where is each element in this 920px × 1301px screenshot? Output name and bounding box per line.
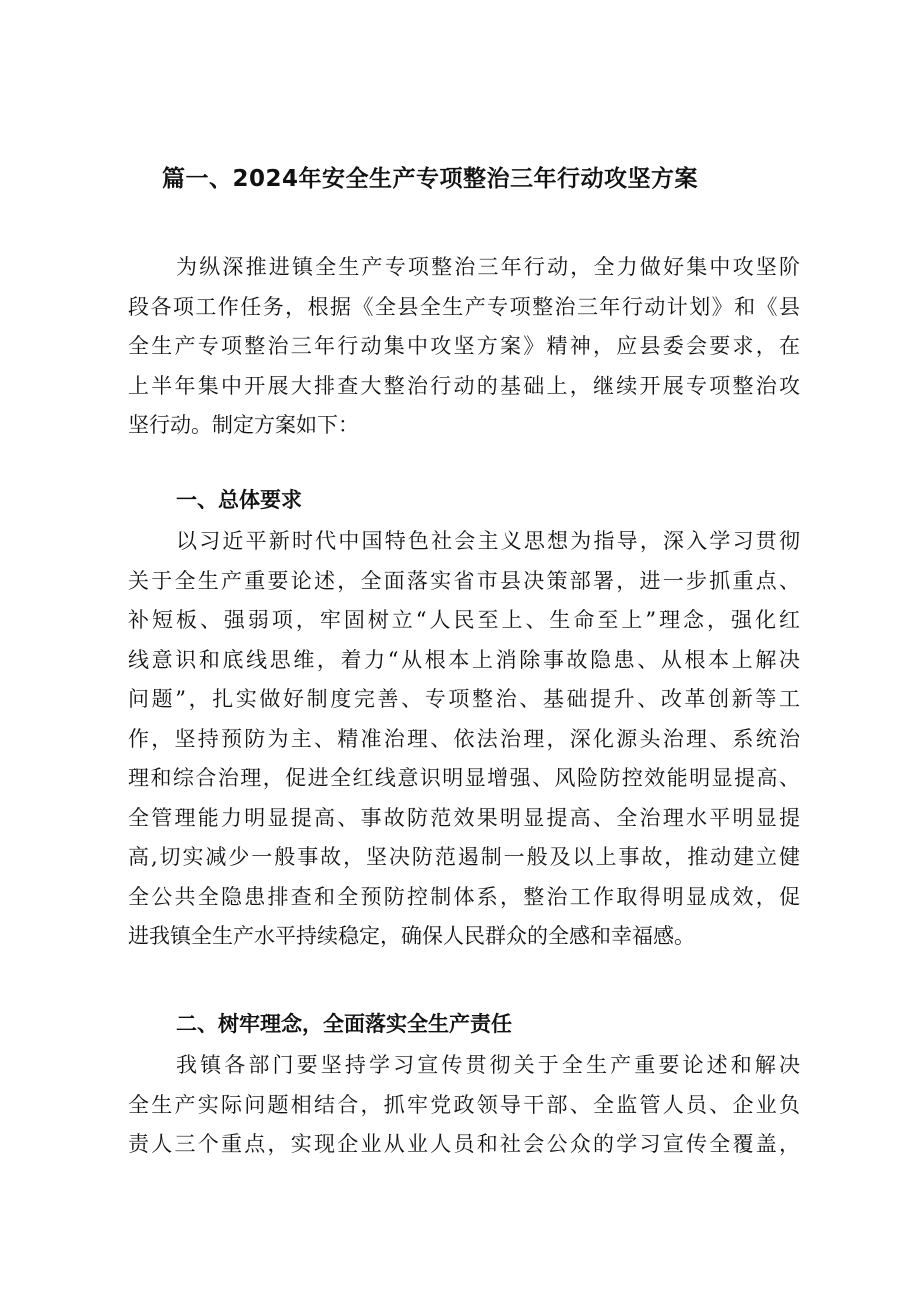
paragraph-line: 责人三个重点，实现企业从业人员和社会公众的学习宣传全覆盖， xyxy=(128,1132,800,1156)
intro-paragraph xyxy=(128,248,800,446)
section-heading-1: 一、总体要求 xyxy=(176,488,302,512)
paragraph-line: 全生产实际问题相结合，抓牢党政领导干部、全监管人员、企业负 xyxy=(128,1092,800,1117)
paragraph-line: 补短板、强弱项，牢固树立“人民至上、生命至上”理念，强化红 xyxy=(128,608,800,632)
section1-paragraph xyxy=(128,522,800,957)
paragraph-line: 全公共全隐患排查和全预防控制体系，整治工作取得明显成效，促 xyxy=(128,884,800,909)
paragraph-line: 问题”，扎实做好制度完善、专项整治、基础提升、改革创新等工 xyxy=(128,687,800,711)
paragraph-line: 全生产专项整治三年行动集中攻坚方案》精神，应县委会要求，在 xyxy=(128,334,800,358)
paragraph-line: 线意识和底线思维，着力“从根本上消除事故隐患、从根本上解决 xyxy=(128,647,800,672)
paragraph-line: 作，坚持预防为主、精准治理、依法治理，深化源头治理、系统治 xyxy=(128,726,800,751)
paragraph-line: 以习近平新时代中国特色社会主义思想为指导，深入学习贯彻 xyxy=(176,529,800,553)
paragraph-line: 上半年集中开展大排查大整治行动的基础上，继续开展专项整治攻 xyxy=(128,373,800,398)
paragraph-line: 全管理能力明显提高、事故防范效果明显提高、全治理水平明显提 xyxy=(128,805,800,830)
paragraph-line: 我镇各部门要坚持学习宣传贯彻关于全生产重要论述和解决 xyxy=(176,1053,800,1077)
paragraph-line: 坚行动。制定方案如下： xyxy=(128,413,359,437)
paragraph-line: 进我镇全生产水平持续稳定，确保人民群众的全感和幸福感。 xyxy=(128,924,695,948)
paragraph-line: 为纵深推进镇全生产专项整治三年行动，全力做好集中攻坚阶 xyxy=(176,255,800,279)
paragraph-line: 段各项工作任务，根据《全县全生产专项整治三年行动计划》和《县 xyxy=(128,294,800,319)
paragraph-line: 高,切实减少一般事故，坚决防范遏制一般及以上事故，推动建立健 xyxy=(128,845,800,869)
section2-paragraph xyxy=(128,1046,800,1165)
document-title: 篇一、2024年安全生产专项整治三年行动攻坚方案 xyxy=(162,166,699,192)
paragraph-line: 关于全生产重要论述，全面落实省市县决策部署，进一步抓重点、 xyxy=(128,568,800,593)
section-heading-2: 二、树牢理念，全面落实全生产责任 xyxy=(176,1012,512,1036)
paragraph-line: 理和综合治理，促进全红线意识明显增强、风险防控效能明显提高、 xyxy=(128,766,800,790)
